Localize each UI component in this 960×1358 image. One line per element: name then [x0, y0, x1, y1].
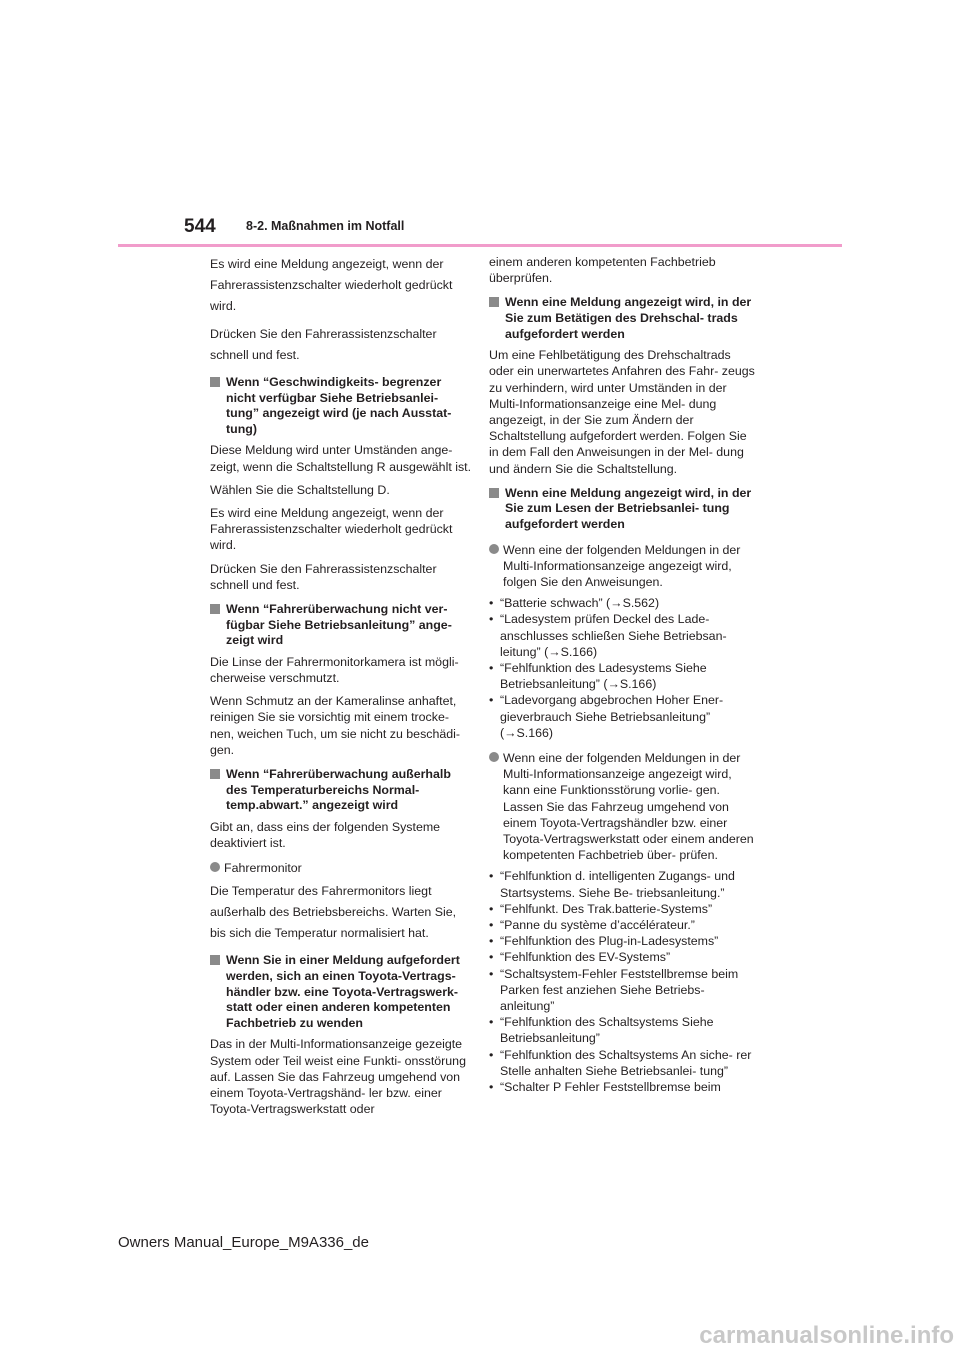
list-item: • “Batterie schwach” (→S.562) — [489, 595, 755, 611]
square-bullet-icon — [210, 955, 220, 965]
list-item: • “Ladesystem prüfen Deckel des Lade- anschlusses schließen Siehe Betriebsan- leitung” (→S.166) — [489, 611, 755, 660]
heading-text: Wenn “Fahrerüberwachung nicht ver- fügbar Siehe Betriebsanleitung” ange- zeigt wird — [226, 602, 452, 648]
circle-bullet-icon — [489, 752, 499, 762]
list-item: • “Fehlfunktion des Schaltsystems Siehe Betriebsanleitung” — [489, 1014, 755, 1046]
list-item: • “Schalter P Fehler Feststellbremse beim — [489, 1079, 755, 1095]
paragraph: Drücken Sie den Fahrerassistenzschalter schnell und fest. — [210, 561, 437, 592]
paragraph: Wählen Sie die Schaltstellung D. — [210, 482, 390, 497]
paragraph: Gibt an, dass eins der folgenden Systeme deaktiviert ist. — [210, 819, 441, 850]
heading-speed-limiter — [210, 375, 472, 437]
paragraph: Um eine Fehlbetätigung des Drehschaltrads oder ein unerwartetes Anfahren des Fahr- zeugs zu verhindern, wird unter Umständen in der Multi-Informationsanzeige eine Mel- dung angezeigt, in der Sie zum Ändern der Schaltstellung aufgefordert werden. Folgen Sie in dem Fall den Anweisungen in der Mel- dung und ändern Sie die Schaltstellung. — [489, 348, 755, 476]
heading-text: Wenn Sie in einer Meldung aufgefordert werden, sich an einen Toyota-Vertrags- händler bzw. eine Toyota-Vertragswerk- statt oder einen anderen kompetenten Fachbetrieb zu wenden — [226, 953, 460, 1030]
square-bullet-icon — [210, 604, 220, 614]
bullet-text: Wenn eine der folgenden Meldungen in der Multi-Informationsanzeige angezeigt wird, kann eine Funktionsstörung vorlie- gen. Lassen Sie das Fahrzeug umgehend von einem Toyota-Vertragshändler bzw. einer Toyota-Vertragswerkstatt oder einem anderen kompetenten Fachbetrieb über- prüfen. — [503, 751, 754, 863]
heading-text: Wenn “Fahrerüberwachung außerhalb des Temperaturbereichs Normal- temp.abwart.” angezeigt wird — [226, 767, 451, 813]
heading-text: Wenn eine Meldung angezeigt wird, in der Sie zum Lesen der Betriebsanlei- tung aufgefordert werden — [505, 485, 752, 531]
heading-read-manual — [489, 486, 755, 533]
paragraph: Es wird eine Meldung angezeigt, wenn der Fahrerassistenzschalter wiederholt gedrückt wird. — [210, 505, 453, 553]
message-list — [489, 595, 755, 741]
right-column — [489, 254, 755, 1095]
bullet-item — [210, 860, 472, 876]
paragraph: Diese Meldung wird unter Umständen ange- zeigt, wenn die Schaltstellung R ausgewählt ist. — [210, 443, 472, 474]
circle-bullet-icon — [210, 862, 220, 872]
section-title: 8-2. Maßnahmen im Notfall — [246, 219, 405, 233]
circle-bullet-icon — [489, 544, 499, 554]
square-bullet-icon — [489, 297, 499, 307]
paragraph: Wenn Schmutz an der Kameralinse anhaftet, reinigen Sie sie vorsichtig mit einem trocke- nen, weichen Tuch, um sie nicht zu beschädi- gen. — [210, 694, 461, 757]
heading-text: Wenn “Geschwindigkeits- begrenzer nicht verfügbar Siehe Betriebsanlei- tung” angezeigt wird (je nach Ausstat- tung) — [226, 375, 452, 436]
list-item: • “Fehlfunktion des Plug-in-Ladesystems” — [489, 933, 755, 949]
square-bullet-icon — [210, 377, 220, 387]
left-column — [210, 254, 472, 1124]
square-bullet-icon — [489, 488, 499, 498]
bullet-item — [489, 542, 755, 591]
list-item: • “Fehlfunktion des Schaltsystems An siche- rer Stelle anhalten Siehe Betriebsanlei- tung” — [489, 1047, 755, 1079]
footer-doc-id: Owners Manual_Europe_M9A336_de — [118, 1234, 369, 1251]
list-item: • “Fehlfunktion d. intelligenten Zugangs- und Startsystems. Siehe Be- triebsanleitung.” — [489, 868, 755, 900]
intro-paragraph-1: Es wird eine Meldung angezeigt, wenn der Fahrerassistenzschalter wiederholt gedrückt wird. — [210, 257, 453, 313]
watermark: carmanualsonline.info — [699, 1322, 954, 1349]
heading-driver-monitor-unavailable — [210, 602, 472, 649]
list-item: • “Panne du système d’accélérateur.” — [489, 917, 755, 933]
list-item: • “Ladevorgang abgebrochen Hoher Ener- gieverbrauch Siehe Betriebsanleitung” (→S.166) — [489, 692, 755, 741]
list-item: • “Fehlfunkt. Des Trak.batterie-Systems” — [489, 901, 755, 917]
paragraph: Die Linse der Fahrermonitorkamera ist mögli- cherweise verschmutzt. — [210, 654, 459, 685]
message-list — [489, 868, 755, 1095]
list-item: • “Fehlfunktion des Ladesystems Siehe Betriebsanleitung” (→S.166) — [489, 660, 755, 692]
list-item: • “Fehlfunktion des EV-Systems” — [489, 949, 755, 965]
list-item: • “Schaltsystem-Fehler Feststellbremse beim Parken fest anziehen Siehe Betriebs- anleitung” — [489, 966, 755, 1015]
bullet-item — [489, 750, 755, 863]
heading-shift-dial — [489, 295, 755, 342]
paragraph: Das in der Multi-Informationsanzeige gezeigte System oder Teil weist eine Funkti- onsstörung auf. Lassen Sie das Fahrzeug umgehend von einem Toyota-Vertragshänd- ler bzw. einer Toyota-Vertragswerkstatt oder — [210, 1037, 466, 1117]
square-bullet-icon — [210, 769, 220, 779]
paragraph: einem anderen kompetenten Fachbetrieb überprüfen. — [489, 255, 716, 286]
page-number: 544 — [184, 216, 216, 237]
bullet-text: Wenn eine der folgenden Meldungen in der Multi-Informationsanzeige angezeigt wird, folgen Sie den Anweisungen. — [503, 542, 741, 589]
header-rule — [118, 244, 842, 247]
bullet-text: Fahrermonitor — [224, 861, 302, 876]
heading-driver-monitor-temperature — [210, 767, 472, 814]
paragraph: Die Temperatur des Fahrermonitors liegt außerhalb des Betriebsbereichs. Warten Sie, bis sich die Temperatur normalisiert hat. — [210, 884, 457, 941]
heading-contact-dealer — [210, 953, 472, 1031]
heading-text: Wenn eine Meldung angezeigt wird, in der Sie zum Betätigen des Drehschal- trads aufgefordert werden — [505, 295, 752, 341]
intro-paragraph-2: Drücken Sie den Fahrerassistenzschalter schnell und fest. — [210, 327, 437, 362]
